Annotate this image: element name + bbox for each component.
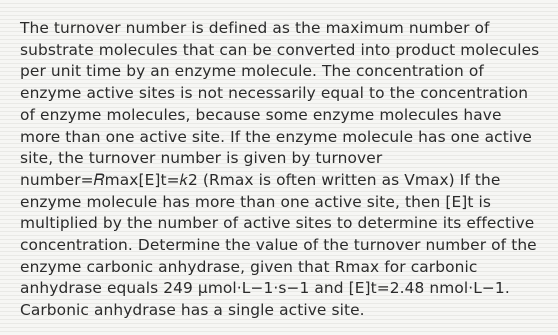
question-text: The turnover number is defined as the maximum number of substrate molecules that can be converted into product molecules per unit time by an enzyme molecule. The concentration of enzyme active sites is not necessarily equal to the concentration of enzyme molecules, because some enzyme molecules have more than one active site. If the enzyme molecule has one active site, the turnover number is given by turnover number=𝑅max[E]t=𝑘2 (Rmax is often written as Vmax) If the enzyme molecule has more than one active site, then [E]t is multiplied by the number of active sites to determine its effective concentration. Determine the value of the turnover number of the enzyme carbonic anhydrase, given that Rmax for carbonic anhydrase equals 249 µmol·L−1·s−1 and [E]t=2.48 nmol·L−1. Carbonic anhydrase has a single active site. <box>20 19 540 320</box>
